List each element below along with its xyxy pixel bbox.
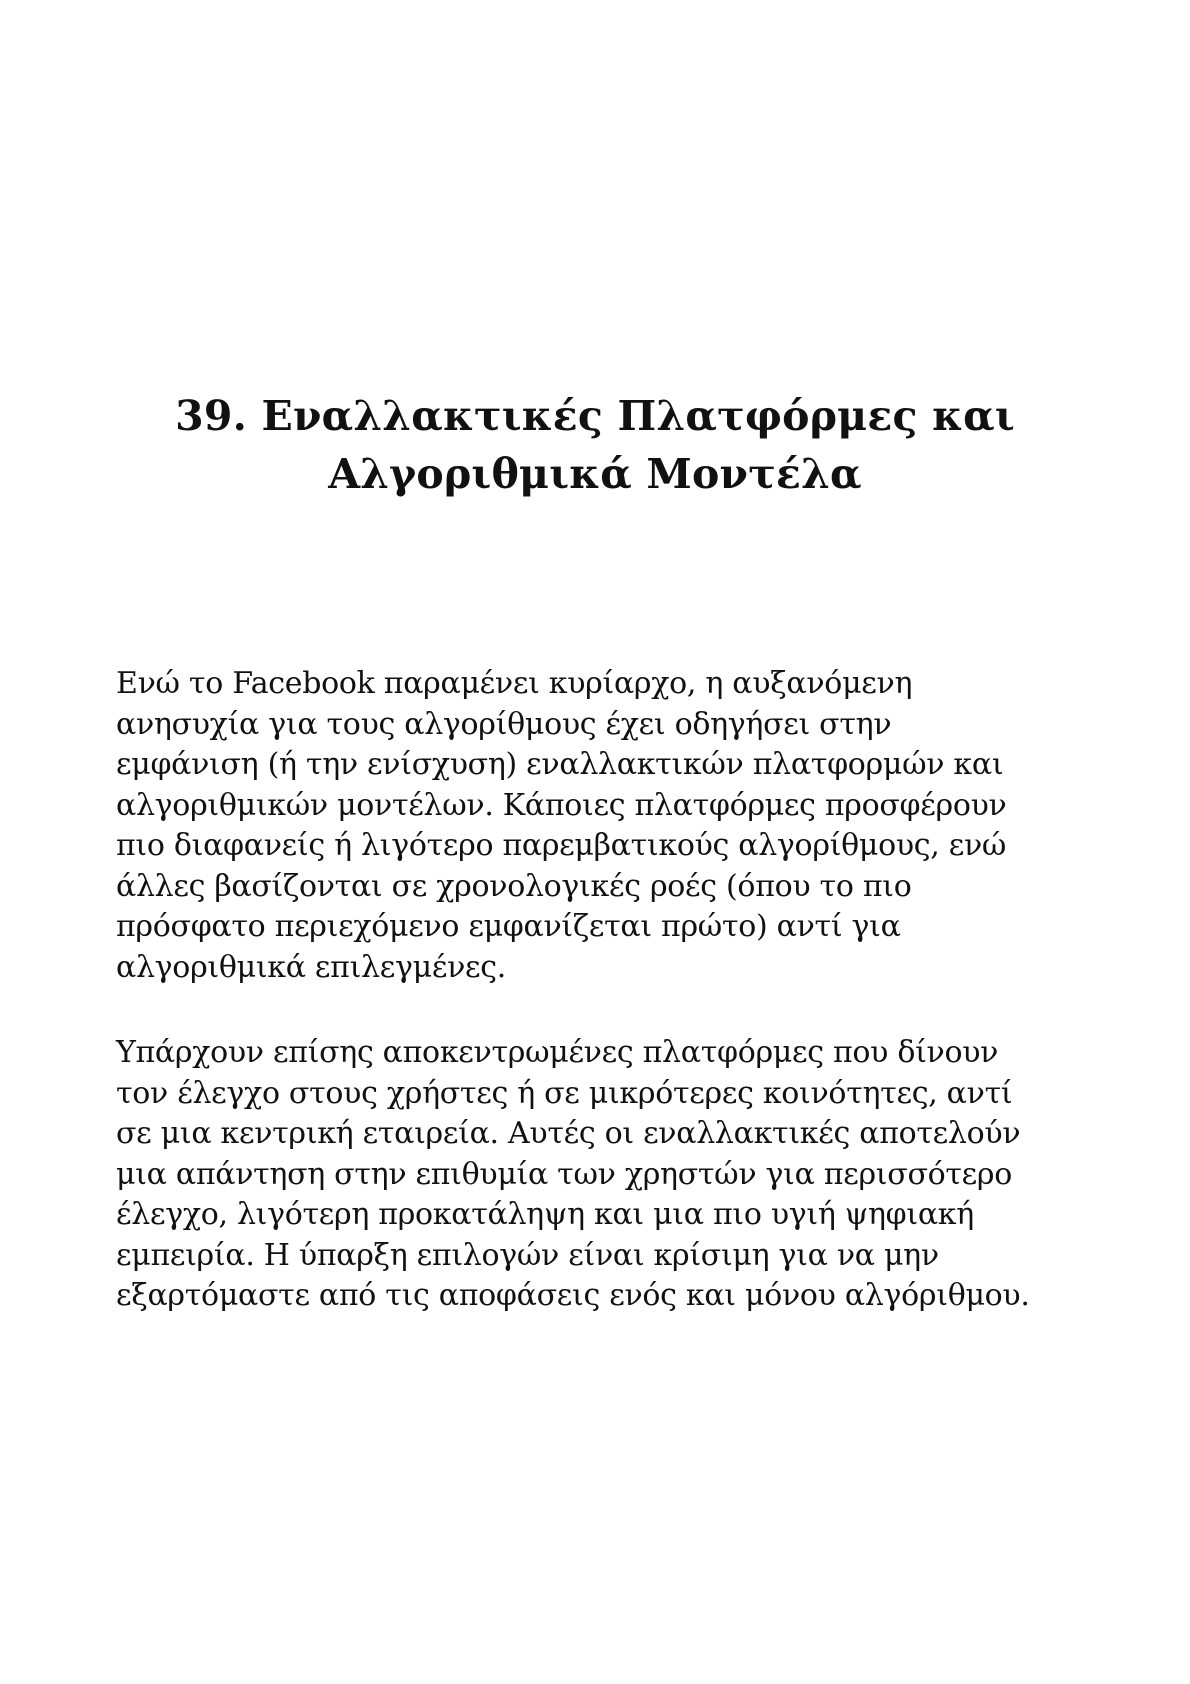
paragraph-line: Υπάρχουν επίσης αποκεντρωμένες πλατφόρμες που δίνουν (116, 1035, 999, 1070)
paragraph-2 (116, 1033, 1116, 1317)
paragraph-line: σε μια κεντρική εταιρεία. Αυτές οι εναλλακτικές αποτελούν (116, 1116, 1021, 1151)
paragraph-line: εμπειρία. Η ύπαρξη επιλογών είναι κρίσιμη για να μην (116, 1237, 939, 1273)
paragraph-line: πιο διαφανείς ή λιγότερο παρεμβατικούς αλγορίθμους, ενώ (116, 828, 1007, 863)
paragraph-line: πρόσφατο περιεχόμενο εμφανίζεται πρώτο) αντί για (116, 909, 901, 944)
paragraph-line: Ενώ το Facebook παραμένει κυρίαρχο, η αυξανόμενη (116, 666, 913, 701)
paragraph-line: άλλες βασίζονται σε χρονολογικές ροές (όπου το πιο (116, 868, 912, 904)
paragraph-line: εμφάνιση (ή την ενίσχυση) εναλλακτικών πλατφορμών και (116, 747, 1004, 782)
paragraph-line: έλεγχο, λιγότερη προκατάληψη και μια πιο υγιή ψηφιακή (116, 1197, 974, 1232)
paragraph-line: μια απάντηση στην επιθυμία των χρηστών για περισσότερο (116, 1156, 1013, 1192)
chapter-title (0, 387, 1190, 503)
chapter-title-line: 39. Εναλλακτικές Πλατφόρμες και (175, 392, 1015, 440)
paragraph-line: τον έλεγχο στους χρήστες ή σε μικρότερες κοινότητες, αντί (116, 1075, 1013, 1111)
paragraph-line: αλγοριθμικών μοντέλων. Κάποιες πλατφόρμες προσφέρουν (116, 787, 1007, 823)
paragraph-line: ανησυχία για τους αλγορίθμους έχει οδηγήσει στην (116, 706, 892, 742)
paragraph-1 (116, 664, 1116, 988)
paragraph-line: εξαρτόμαστε από τις αποφάσεις ενός και μόνου αλγόριθμου. (116, 1278, 1030, 1313)
chapter-title-line: Αλγοριθμικά Μοντέλα (328, 450, 862, 498)
paragraph-line: αλγοριθμικά επιλεγμένες. (116, 949, 506, 985)
